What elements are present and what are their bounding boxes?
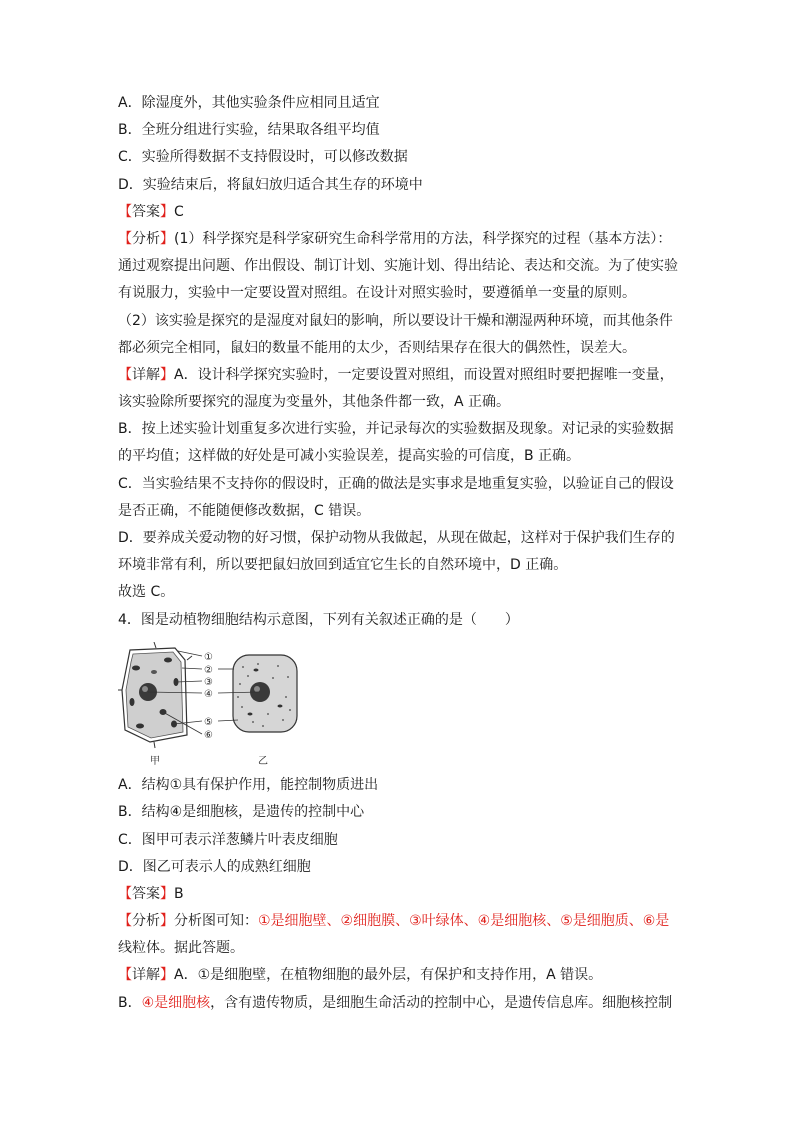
highlighted-text: 【 bbox=[118, 203, 132, 220]
text-segment: ，含有遗传物质，是细胞生命活动的控制中心，是遗传信息库。细胞核控制 bbox=[210, 994, 673, 1011]
highlighted-text: 【 bbox=[118, 230, 132, 247]
text-line bbox=[118, 827, 738, 854]
text-segment: 的平均值；这样做的好处是可减小实验误差，提高实验的可信度，B 正确。 bbox=[118, 448, 581, 465]
highlighted-text: 】 bbox=[160, 366, 174, 383]
text-segment: 分析 bbox=[132, 913, 160, 930]
text-line bbox=[118, 253, 738, 280]
text-line bbox=[118, 308, 738, 335]
highlighted-text: 】 bbox=[160, 203, 174, 220]
text-line bbox=[118, 471, 738, 498]
text-segment: 4．图是动植物细胞结构示意图，下列有关叙述正确的是（ ） bbox=[118, 611, 519, 628]
caption-animal-cell: 乙 bbox=[258, 755, 268, 767]
label-3: ③ bbox=[204, 676, 213, 688]
text-segment: A．结构①具有保护作用，能控制物质进出 bbox=[118, 777, 379, 794]
text-line bbox=[118, 990, 738, 1017]
label-1: ① bbox=[204, 651, 213, 663]
label-2: ② bbox=[204, 664, 213, 676]
text-segment: A．设计科学探究实验时，一定要设置对照组，而设置对照组时要把握唯一变量， bbox=[174, 366, 674, 383]
highlighted-text: 】 bbox=[160, 967, 174, 984]
text-segment: C．图甲可表示洋葱鳞片叶表皮细胞 bbox=[118, 831, 338, 848]
highlighted-text: ①是细胞壁、②细胞膜、③叶绿体、④是细胞核、⑤是细胞质、⑥是 bbox=[258, 913, 670, 930]
text-segment: D．要养成关爱动物的好习惯，保护动物从我做起，从现在做起，这样对于保护我们生存的 bbox=[118, 530, 675, 546]
highlighted-text: 】 bbox=[160, 913, 174, 930]
text-line bbox=[118, 881, 738, 908]
text-segment: B．按上述实验计划重复多次进行实验，并记录每次的实验数据及现象。对记录的实验数据 bbox=[118, 421, 674, 438]
highlighted-text: 】 bbox=[160, 230, 174, 247]
text-segment: B． bbox=[118, 994, 142, 1011]
text-segment: 都必须完全相同，鼠妇的数量不能用的太少，否则结果存在很大的偶然性，误差大。 bbox=[118, 339, 636, 356]
highlighted-text: 【 bbox=[118, 885, 132, 902]
cell-diagram bbox=[118, 642, 338, 768]
highlighted-text: 【 bbox=[118, 967, 132, 984]
text-line bbox=[118, 935, 738, 962]
text-line bbox=[118, 854, 738, 881]
text-segment: B．全班分组进行实验，结果取各组平均值 bbox=[118, 122, 380, 139]
text-line bbox=[118, 552, 738, 579]
highlighted-text: 】 bbox=[160, 885, 174, 902]
text-line bbox=[118, 280, 738, 307]
animal-cell bbox=[233, 655, 297, 732]
figure-labels bbox=[204, 652, 213, 741]
text-line bbox=[118, 389, 738, 416]
text-segment: B bbox=[174, 885, 184, 902]
text-segment: 答案 bbox=[132, 885, 160, 902]
text-line bbox=[118, 90, 738, 117]
text-segment: 有说服力，实验中一定要设置对照组。在设计对照实验时，要遵循单一变量的原则。 bbox=[118, 285, 636, 302]
text-line bbox=[118, 772, 738, 799]
text-line bbox=[118, 172, 738, 199]
text-segment: 分析 bbox=[132, 230, 160, 247]
text-segment: 答案 bbox=[132, 203, 160, 220]
text-segment: 分析图可知： bbox=[174, 913, 258, 930]
text-line bbox=[118, 362, 738, 389]
text-line bbox=[118, 443, 738, 470]
text-segment: 故选 C。 bbox=[118, 584, 175, 601]
text-segment: D．实验结束后，将鼠妇放归适合其生存的环境中 bbox=[118, 176, 423, 193]
text-segment: C．当实验结果不支持你的假设时，正确的做法是实事求是地重复实验，以验证自己的假设 bbox=[118, 475, 674, 492]
highlighted-text: ④是细胞核 bbox=[141, 994, 211, 1011]
caption-plant-cell: 甲 bbox=[150, 755, 160, 767]
text-segment: 环境非常有利，所以要把鼠妇放回到适宜它生长的自然环境中，D 正确。 bbox=[118, 557, 568, 574]
document-body bbox=[118, 90, 738, 1017]
text-segment: （2）该实验是探究的是湿度对鼠妇的影响，所以要设计干燥和潮湿两种环境，而其他条件 bbox=[118, 312, 673, 329]
text-line bbox=[118, 335, 738, 362]
text-line bbox=[118, 799, 738, 826]
text-segment: C．实验所得数据不支持假设时，可以修改数据 bbox=[118, 149, 408, 166]
text-segment: 详解 bbox=[132, 967, 160, 984]
label-6: ⑥ bbox=[204, 729, 213, 741]
text-line bbox=[118, 144, 738, 171]
text-line bbox=[118, 226, 738, 253]
text-segment: 通过观察提出问题、作出假设、制订计划、实施计划、得出结论、表达和交流。为了使实验 bbox=[118, 258, 678, 275]
question-4-section bbox=[118, 772, 738, 1017]
text-line bbox=[118, 579, 738, 606]
highlighted-text: 【 bbox=[118, 913, 132, 930]
highlighted-text: 【 bbox=[118, 366, 132, 383]
text-segment: 线粒体。据此答题。 bbox=[118, 940, 244, 957]
text-segment: 详解 bbox=[132, 366, 160, 383]
text-line bbox=[118, 117, 738, 144]
question-3-explanation bbox=[118, 90, 738, 634]
text-segment: C bbox=[174, 203, 184, 220]
text-segment: A．①是细胞壁，在植物细胞的最外层，有保护和支持作用，A 错误。 bbox=[174, 967, 603, 984]
text-line bbox=[118, 416, 738, 443]
text-line bbox=[118, 498, 738, 525]
text-segment: (1）科学探究是科学家研究生命科学常用的方法，科学探究的过程（基本方法）： bbox=[174, 230, 672, 247]
text-line bbox=[118, 962, 738, 989]
plant-cell bbox=[118, 642, 192, 748]
text-segment: B．结构④是细胞核，是遗传的控制中心 bbox=[118, 804, 365, 821]
text-segment: A．除湿度外，其他实验条件应相同且适宜 bbox=[118, 95, 380, 111]
text-line bbox=[118, 908, 738, 935]
text-line bbox=[118, 607, 738, 634]
text-line bbox=[118, 525, 738, 552]
text-segment: D．图乙可表示人的成熟红细胞 bbox=[118, 858, 311, 875]
text-segment: 是否正确，不能随便修改数据，C 错误。 bbox=[118, 502, 371, 519]
label-4: ④ bbox=[204, 688, 213, 700]
label-5: ⑤ bbox=[204, 716, 213, 728]
cell-structure-figure bbox=[118, 634, 738, 772]
text-segment: 该实验除所要探究的湿度为变量外，其他条件都一致，A 正确。 bbox=[118, 394, 511, 411]
text-line bbox=[118, 199, 738, 226]
